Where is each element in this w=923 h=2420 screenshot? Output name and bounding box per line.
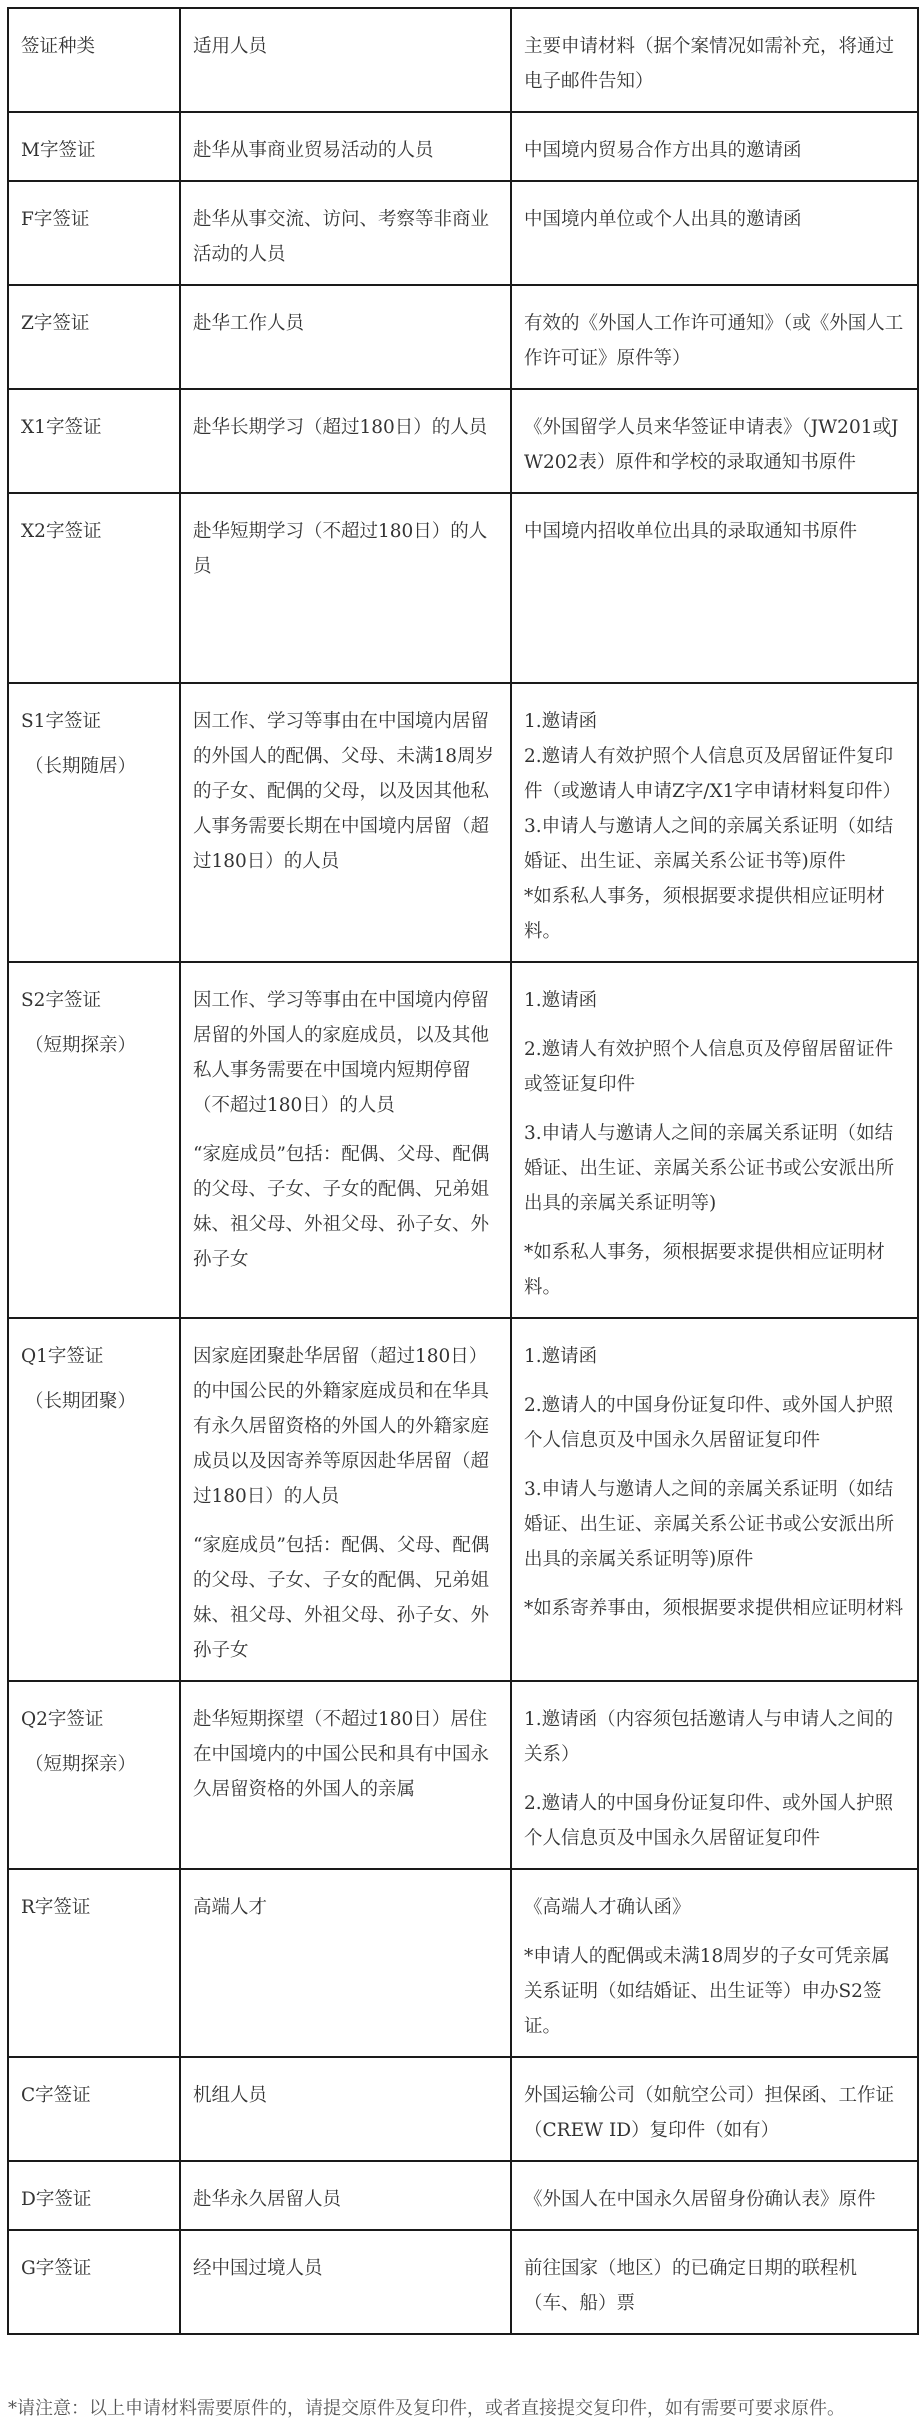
table-row <box>8 181 918 285</box>
visa-type: Q1字签证 <box>21 1346 104 1367</box>
applicable-persons-cell-paragraph: 赴华短期学习（不超过180日）的人员 <box>193 521 488 577</box>
applicable-persons-cell <box>180 493 511 683</box>
applicable-persons-cell-paragraph: 经中国过境人员 <box>193 2258 323 2279</box>
applicable-persons-cell-paragraph: “家庭成员”包括：配偶、父母、配偶的父母、子女、子女的配偶、兄弟姐妹、祖父母、外祖父母、孙子女、外孙子女 <box>193 1144 490 1270</box>
applicable-persons-cell-paragraph: 赴华永久居留人员 <box>193 2189 342 2210</box>
materials-cell-paragraph: 1.邀请函（内容须包括邀请人与申请人之间的关系） <box>524 1709 894 1765</box>
table-row <box>8 2057 918 2161</box>
visa-type: X2字签证 <box>21 521 102 542</box>
materials-cell-paragraph: 2.邀请人的中国身份证复印件、或外国人护照个人信息页及中国永久居留证复印件 <box>524 1793 894 1849</box>
table-row <box>8 2161 918 2230</box>
materials-cell <box>511 962 918 1318</box>
visa-type: M字签证 <box>21 140 96 161</box>
materials-cell <box>511 285 918 389</box>
visa-type-cell <box>8 285 180 389</box>
materials-cell <box>511 1869 918 2057</box>
visa-type: S2字签证 <box>21 990 101 1011</box>
visa-type-cell <box>8 2161 180 2230</box>
materials-cell-paragraph: 1.邀请函 <box>524 1346 598 1367</box>
header-row <box>8 8 918 112</box>
applicable-persons-cell-paragraph: 高端人才 <box>193 1897 268 1918</box>
applicable-persons-cell-paragraph: “家庭成员”包括：配偶、父母、配偶的父母、子女、子女的配偶、兄弟姐妹、祖父母、外祖父母、孙子女、外孙子女 <box>193 1535 490 1661</box>
materials-cell-paragraph: 《高端人才确认函》 <box>524 1897 691 1918</box>
applicable-persons-cell <box>180 2230 511 2334</box>
applicable-persons-cell-paragraph: 因工作、学习等事由在中国境内停留居留的外国人的家庭成员，以及其他私人事务需要在中国境内短期停留（不超过180日）的人员 <box>193 990 490 1116</box>
materials-cell-paragraph: 外国运输公司（如航空公司）担保函、工作证（CREW ID）复印件（如有） <box>524 2085 895 2141</box>
visa-subtype: （短期探亲） <box>25 1754 137 1775</box>
applicable-persons-cell-paragraph: 因家庭团聚赴华居留（超过180日）的中国公民的外籍家庭成员和在华具有永久居留资格的外国人的外籍家庭成员以及因寄养等原因赴华居留（超过180日）的人员 <box>193 1346 490 1507</box>
applicable-persons-cell-paragraph: 机组人员 <box>193 2085 268 2106</box>
visa-type-cell <box>8 181 180 285</box>
applicable-persons-cell <box>180 2057 511 2161</box>
visa-type: Z字签证 <box>21 313 90 334</box>
visa-type-cell <box>8 112 180 181</box>
table-row <box>8 112 918 181</box>
materials-cell <box>511 112 918 181</box>
applicable-persons-cell <box>180 962 511 1318</box>
visa-type: X1字签证 <box>21 417 102 438</box>
header-visa-type: 签证种类 <box>8 8 180 112</box>
table-row <box>8 1681 918 1869</box>
visa-type: F字签证 <box>21 209 90 230</box>
materials-cell-paragraph: 《外国人在中国永久居留身份确认表》原件 <box>524 2189 876 2210</box>
materials-cell <box>511 1681 918 1869</box>
materials-cell-paragraph: 中国境内招收单位出具的录取通知书原件 <box>524 521 858 542</box>
visa-table <box>7 7 919 2335</box>
table-row <box>8 1869 918 2057</box>
visa-type-cell <box>8 1869 180 2057</box>
visa-type-cell <box>8 962 180 1318</box>
materials-cell <box>511 389 918 493</box>
table-row <box>8 285 918 389</box>
applicable-persons-cell <box>180 683 511 962</box>
footer-note: *请注意：以上申请材料需要原件的，请提交原件及复印件，或者直接提交复印件，如有需要可要求原件。 <box>8 2398 845 2419</box>
applicable-persons-cell-paragraph: 赴华从事交流、访问、考察等非商业活动的人员 <box>193 209 490 265</box>
visa-type-cell <box>8 683 180 962</box>
applicable-persons-cell-paragraph: 因工作、学习等事由在中国境内居留的外国人的配偶、父母、未满18周岁的子女、配偶的父母，以及因其他私人事务需要长期在中国境内居留（超过180日）的人员 <box>193 711 495 872</box>
applicable-persons-cell <box>180 2161 511 2230</box>
visa-type-cell <box>8 2230 180 2334</box>
applicable-persons-cell <box>180 1869 511 2057</box>
applicable-persons-cell-paragraph: 赴华长期学习（超过180日）的人员 <box>193 417 488 438</box>
applicable-persons-cell-paragraph: 赴华短期探望（不超过180日）居住在中国境内的中国公民和具有中国永久居留资格的外国人的亲属 <box>193 1709 490 1800</box>
applicable-persons-cell <box>180 112 511 181</box>
materials-cell-paragraph: 有效的《外国人工作许可通知》（或《外国人工作许可证》原件等） <box>524 313 904 369</box>
applicable-persons-cell <box>180 181 511 285</box>
applicable-persons-cell <box>180 1318 511 1681</box>
table-row <box>8 493 918 683</box>
materials-cell <box>511 1318 918 1681</box>
materials-cell-paragraph: *如系寄养事由，须根据要求提供相应证明材料 <box>524 1598 904 1619</box>
materials-cell-paragraph: *如系私人事务，须根据要求提供相应证明材料。 <box>524 1242 885 1298</box>
materials-cell <box>511 181 918 285</box>
materials-cell-paragraph: 中国境内单位或个人出具的邀请函 <box>524 209 802 230</box>
applicable-persons-cell <box>180 1681 511 1869</box>
applicable-persons-cell-paragraph: 赴华从事商业贸易活动的人员 <box>193 140 434 161</box>
materials-cell-paragraph: 1.邀请函 <box>524 990 598 1011</box>
visa-subtype: （长期团聚） <box>25 1391 137 1412</box>
materials-cell-paragraph: 中国境内贸易合作方出具的邀请函 <box>524 140 802 161</box>
table-row <box>8 1318 918 1681</box>
applicable-persons-cell <box>180 389 511 493</box>
materials-cell-paragraph: 3.申请人与邀请人之间的亲属关系证明（如结婚证、出生证、亲属关系公证书或公安派出所出具的亲属关系证明等) <box>524 1123 895 1214</box>
visa-type-cell <box>8 1681 180 1869</box>
table-row <box>8 962 918 1318</box>
visa-type: S1字签证 <box>21 711 101 732</box>
materials-cell-paragraph: 2.邀请人有效护照个人信息页及停留居留证件或签证复印件 <box>524 1039 894 1095</box>
materials-cell <box>511 2230 918 2334</box>
materials-cell <box>511 683 918 962</box>
materials-cell <box>511 2161 918 2230</box>
materials-cell <box>511 493 918 683</box>
visa-type: C字签证 <box>21 2085 91 2106</box>
visa-type-cell <box>8 493 180 683</box>
visa-type-cell <box>8 389 180 493</box>
visa-type-cell <box>8 2057 180 2161</box>
applicable-persons-cell-paragraph: 赴华工作人员 <box>193 313 305 334</box>
applicable-persons-cell <box>180 285 511 389</box>
materials-cell-paragraph: 1.邀请函 2.邀请人有效护照个人信息页及居留证件复印件（或邀请人申请Z字/X1字申请材料复印件） 3.申请人与邀请人之间的亲属关系证明（如结婚证、出生证、亲属关系公证书等)原件 *如系私人事务，须根据要求提供相应证明材料。 <box>524 711 902 942</box>
visa-type: D字签证 <box>21 2189 92 2210</box>
visa-type-cell <box>8 1318 180 1681</box>
materials-cell-paragraph: 2.邀请人的中国身份证复印件、或外国人护照个人信息页及中国永久居留证复印件 <box>524 1395 894 1451</box>
materials-cell-paragraph: 《外国留学人员来华签证申请表》（JW201或JW202表）原件和学校的录取通知书原件 <box>524 417 899 473</box>
materials-cell-paragraph: 前往国家（地区）的已确定日期的联程机（车、船）票 <box>524 2258 858 2314</box>
visa-subtype: （长期随居） <box>25 756 137 777</box>
visa-type: R字签证 <box>21 1897 91 1918</box>
materials-cell-paragraph: 3.申请人与邀请人之间的亲属关系证明（如结婚证、出生证、亲属关系公证书或公安派出所出具的亲属关系证明等)原件 <box>524 1479 895 1570</box>
table-row <box>8 2230 918 2334</box>
materials-cell <box>511 2057 918 2161</box>
header-materials: 主要申请材料（据个案情况如需补充，将通过电子邮件告知） <box>511 8 918 112</box>
visa-type: Q2字签证 <box>21 1709 104 1730</box>
table-row <box>8 683 918 962</box>
visa-subtype: （短期探亲） <box>25 1035 137 1056</box>
table-row <box>8 389 918 493</box>
header-applicable-persons: 适用人员 <box>180 8 511 112</box>
materials-cell-paragraph: *申请人的配偶或未满18周岁的子女可凭亲属关系证明（如结婚证、出生证等）申办S2签证。 <box>524 1946 890 2037</box>
visa-type: G字签证 <box>21 2258 92 2279</box>
